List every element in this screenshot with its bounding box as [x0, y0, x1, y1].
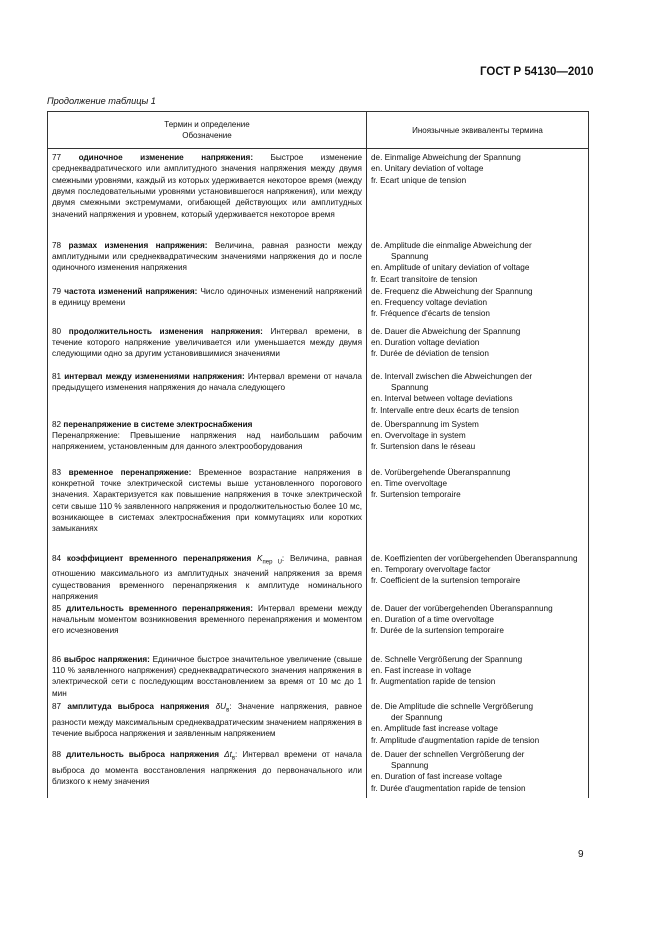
table-row [48, 286, 589, 326]
standard-id: ГОСТ Р 54130—2010 [480, 66, 594, 78]
term-definition: Интервал времени от начала выброса до момента восстановления напряжения до первоначального или близкого к нему значения [52, 749, 362, 786]
term-title: продолжительность изменения напряжения: [68, 326, 263, 336]
equivalent-line: Spannung [391, 251, 429, 261]
term-cell [48, 654, 367, 701]
equivalents-cell [367, 371, 589, 419]
term-cell: 88 длительность выброса напряжения $\Delta t_в$: Интервал времени от начала выброса до момента восстановления напряжения до первоначального или близкого к нему значения [48, 749, 367, 798]
table-row [48, 603, 589, 654]
term-number: 78 [52, 240, 62, 250]
equivalent-line: de. Amplitude die einmalige Abweichung der [371, 240, 532, 250]
equivalent-line: en. Interval between voltage deviations [371, 394, 513, 404]
term-symbol-main: K [257, 553, 263, 563]
equivalent-line: en. Temporary overvoltage factor [371, 564, 491, 574]
equivalent-line: de. Dauer die Abweichung der Spannung [371, 326, 521, 336]
table-row [48, 553, 589, 603]
term-cell [48, 149, 367, 240]
term-title: интервал между изменениями напряжения: [64, 371, 245, 381]
equivalent-line: de. Frequenz die Abweichung der Spannung [371, 286, 533, 296]
term-title: длительность временного перенапряжения: [66, 603, 254, 613]
term-symbol-subscript: в [226, 707, 230, 714]
equivalents-cell [367, 701, 589, 749]
table-row [48, 467, 589, 553]
term-symbol [215, 701, 230, 714]
equivalent-line: en. Duration of a time overvoltage [371, 614, 494, 624]
term-definition: Быстрое изменение среднеквадратического или амплитудного значения напряжения между двумя смежными уровнями, каждый из которых удерживается некоторое время (между двумя последовательными уровнями установившегося напряжения), или между двумя смежными экстремумами, огибающей действующих или амплитудных значений напряжения и уровнем, который удерживается некоторое время [52, 153, 362, 219]
term-definition: Интервал времени, в течение которого напряжение увеличивается или уменьшается между двумя следующими одно за другим установившимися значениями [52, 326, 362, 359]
equivalent-line: fr. Durée de la surtension temporaire [371, 626, 504, 636]
term-number: 84 [52, 553, 62, 563]
equivalent-line: en. Amplitude fast increase voltage [371, 724, 498, 734]
equivalent-line: fr. Fréquence d'écarts de tension [371, 309, 490, 319]
term-symbol [224, 749, 236, 762]
equivalent-line: en. Time overvoltage [371, 478, 448, 488]
term-definition: Величина, равная отношению максимального из амплитудных значений напряжения за время существования временного перенапряжения к амплитуде номинального напряжения [52, 553, 362, 602]
term-definition: Временное возрастание напряжения в конкретной точке электрической системы выше установленного порогового значения. Характеризуется как повышение напряжения в точке электрической сети свыше 110 % заявленного напряжения и продолжительностью более 10 мс, возникающее в системах электроснабжения при коммутациях или коротких замыканиях [52, 467, 362, 534]
table-row [48, 240, 589, 286]
equivalent-line: fr. Coefficient de la surtension temporaire [371, 576, 521, 586]
header-term [48, 112, 367, 149]
term-title: одиночное изменение напряжения: [78, 153, 254, 162]
table-caption: Продолжение таблицы 1 [47, 96, 156, 106]
header-term-line2: Обозначение [182, 131, 232, 140]
equivalent-line: fr. Surtension temporaire [371, 490, 461, 500]
table-row [48, 749, 589, 798]
equivalent-line: en. Duration of fast increase voltage [371, 772, 503, 782]
equivalents-cell [367, 467, 589, 553]
equivalent-line: fr. Ecart transitoire de tension [371, 274, 478, 284]
term-symbol-subscript: в [231, 755, 236, 762]
equivalent-line: fr. Amplitude d'augmentation rapide de tension [371, 735, 540, 745]
table-row [48, 149, 589, 240]
equivalent-line: en. Unitary deviation of voltage [371, 164, 484, 174]
term-title: коэффициент временного перенапряжения [66, 553, 252, 563]
term-number: 88 [52, 749, 62, 759]
term-title: частота изменений напряжения: [64, 286, 198, 296]
equivalent-line: de. Dauer der vorübergehenden Überanspannung [371, 603, 553, 613]
equivalent-line: fr. Durée de déviation de tension [371, 349, 489, 359]
equivalent-line: Spannung [391, 760, 429, 770]
term-title: амплитуда выброса напряжения [67, 701, 210, 711]
equivalent-line: en. Duration voltage deviation [371, 337, 480, 347]
table-row [48, 701, 589, 749]
table-row [48, 326, 589, 371]
equivalent-line: fr. Intervalle entre deux écarts de tension [371, 405, 519, 415]
header-term-line1: Термин и определение [164, 120, 250, 129]
equivalents-cell [367, 553, 589, 603]
table-row [48, 419, 589, 467]
term-cell [48, 467, 367, 553]
equivalent-line: de. Intervall zwischen die Abweichungen der [371, 371, 533, 381]
table-bottom-edge [47, 835, 588, 836]
terms-table [47, 111, 589, 798]
term-number: 77 [52, 153, 62, 162]
term-title: временное перенапряжение: [68, 467, 192, 477]
equivalent-line: de. Koeffizienten der vorübergehenden Überanspannung [371, 553, 578, 563]
term-number: 79 [52, 286, 62, 296]
table-row [48, 654, 589, 701]
term-symbol-main: Δt [224, 749, 232, 759]
equivalent-line: en. Fast increase in voltage [371, 665, 472, 675]
equivalents-cell [367, 654, 589, 701]
equivalent-line: Spannung [391, 382, 429, 392]
equivalent-line: de. Überspannung im System [371, 419, 479, 429]
equivalent-line: fr. Surtension dans le réseau [371, 442, 476, 452]
term-definition: Величина, равная разности между амплитудными или среднеквадратическим значениями напряжения до и после одиночного изменения напряжения [52, 240, 362, 273]
equivalents-cell [367, 286, 589, 326]
term-cell [48, 371, 367, 419]
term-cell [48, 326, 367, 371]
term-cell [48, 603, 367, 654]
equivalent-line: de. Vorübergehende Überanspannung [371, 467, 511, 477]
equivalent-line: der Spannung [391, 712, 443, 722]
equivalent-line: en. Overvoltage in system [371, 430, 466, 440]
term-cell: 84 коэффициент временного перенапряжения $K_{пер U}$: Величина, равная отношению максимального из амплитудных значений напряжения за время существования временного перенапряжения к амплитуде номинального напряжения [48, 553, 367, 603]
term-number: 82 [52, 419, 62, 429]
page-number: 9 [578, 849, 584, 860]
term-title: выброс напряжения: [63, 654, 150, 664]
term-definition: Интервал времени между начальным моментом возникновения временного перенапряжения и моментом его исчезновения [52, 603, 362, 636]
equivalents-cell [367, 603, 589, 654]
term-number: 85 [52, 603, 62, 613]
term-symbol-subscript: пер U [262, 559, 282, 566]
term-definition: Значение напряжения, равное разности между максимальным среднеквадратическим значением напряжения в течение выброса напряжения и заявленным напряжением [52, 701, 363, 738]
term-title: перенапряжение в системе электроснабжения [63, 419, 253, 429]
term-cell [48, 286, 367, 326]
equivalents-cell [367, 749, 589, 798]
equivalents-cell [367, 149, 589, 240]
equivalents-cell [367, 419, 589, 467]
equivalent-line: fr. Ecart unique de tension [371, 175, 467, 185]
term-title: размах изменения напряжения: [68, 240, 208, 250]
equivalents-cell [367, 240, 589, 286]
equivalent-line: de. Die Amplitude die schnelle Vergrößerung [371, 701, 534, 711]
equivalent-line: en. Frequency voltage deviation [371, 297, 488, 307]
term-definition: Интервал времени от начала предыдущего изменения напряжения до начала следующего [52, 371, 362, 392]
equivalent-line: de. Schnelle Vergrößerung der Spannung [371, 654, 523, 664]
term-title: длительность выброса напряжения [66, 749, 220, 759]
equivalent-line: de. Einmalige Abweichung der Spannung [371, 153, 521, 162]
table-row [48, 371, 589, 419]
term-symbol-main: δU [215, 701, 227, 711]
table-header-row [48, 112, 589, 149]
term-cell [48, 419, 367, 467]
equivalent-line: en. Amplitude of unitary deviation of voltage [371, 263, 530, 273]
equivalent-line: de. Dauer der schnellen Vergrößerung der [371, 749, 525, 759]
term-number: 83 [52, 467, 62, 477]
term-number: 80 [52, 326, 62, 336]
term-number: 86 [52, 654, 62, 664]
header-equivalents: Иноязычные эквиваленты термина [367, 112, 589, 149]
term-cell: 87 амплитуда выброса напряжения $\delta U_в$: Значение напряжения, равное разности между максимальным среднеквадратическим значением напряжения в течение выброса напряжения и заявленным напряжением [48, 701, 367, 749]
equivalent-line: fr. Durée d'augmentation rapide de tension [371, 783, 526, 793]
equivalent-line: fr. Augmentation rapide de tension [371, 677, 496, 687]
term-number: 87 [52, 701, 62, 711]
term-definition: Перенапряжение: Превышение напряжения над наибольшим рабочим напряжением, установленным для данного электрооборудования [52, 430, 362, 452]
term-cell [48, 240, 367, 286]
term-symbol [257, 553, 282, 566]
term-number: 81 [52, 371, 62, 381]
term-definition: Единичное быстрое значительное увеличение (свыше 110 % заявленного напряжения) среднеквадратического значения напряжения в электрической сети с последующим восстановлением за время от 10 мс до 1 мин [52, 654, 362, 698]
equivalents-cell [367, 326, 589, 371]
term-definition: Число одиночных изменений напряжений в единицу времени [52, 286, 362, 307]
